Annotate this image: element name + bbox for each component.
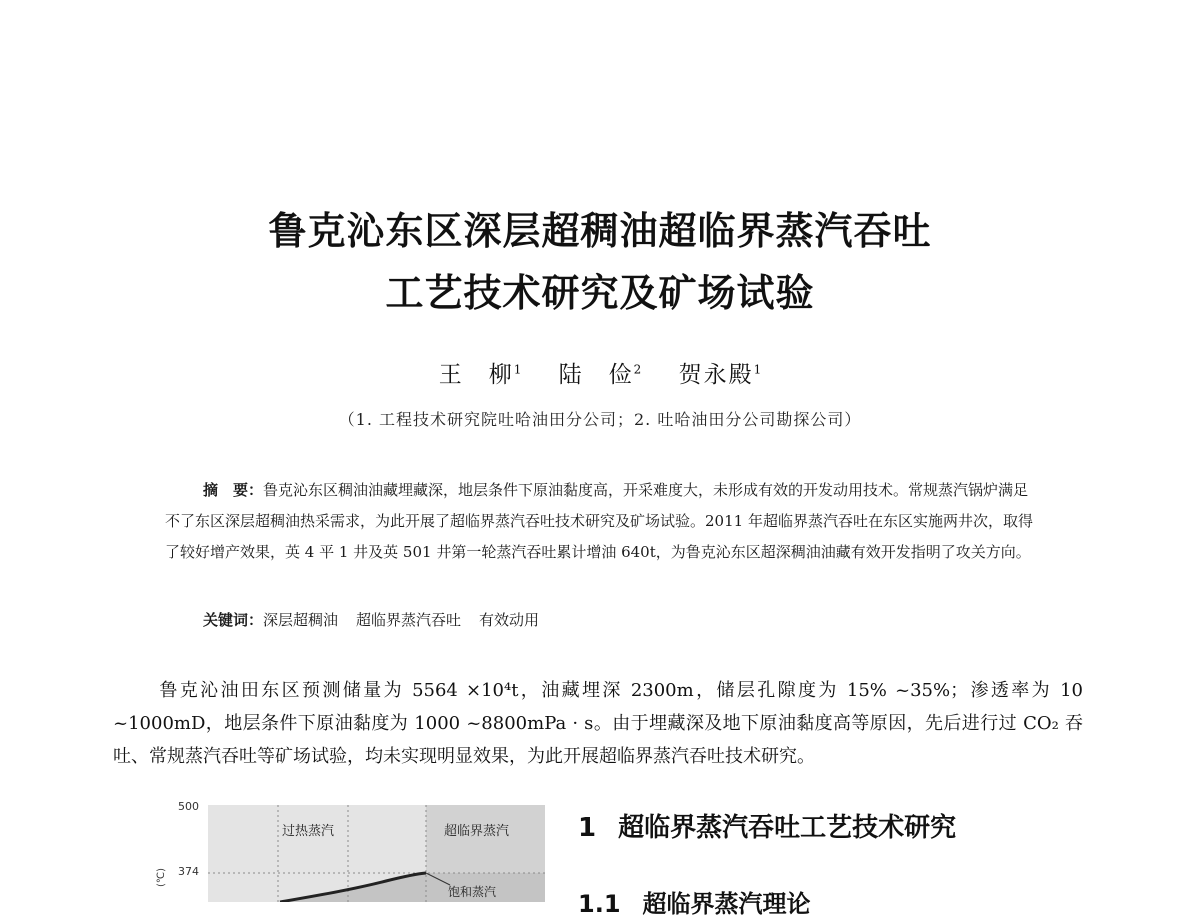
paper-title-line-2: 工艺技术研究及矿场试验 [385,271,815,315]
section-number: 1 [578,813,597,843]
abstract-text: 鲁克沁东区稠油油藏埋藏深，地层条件下原油黏度高，开采难度大，未形成有效的开发动用技术。常规蒸汽锅炉满足不了东区深层超稠油热采需求，为此开展了超临界蒸汽吞吐技术研究及矿场试验。2011 年超临界蒸汽吞吐在东区实施两井次，取得了较好增产效果，英 4 平 1 井及英 501 井第一轮蒸汽吞吐累计增油 640t，为鲁克沁东区超深稠油油藏有效开发指明了攻关方向。 [165,481,1033,561]
supercritical-region [426,805,545,873]
abstract [165,475,1035,568]
keyword: 有效动用 [479,611,540,629]
y-axis-unit: (℃) [156,867,167,887]
section-title: 超临界蒸汽吞吐工艺技术研究 [618,813,957,843]
keyword: 超临界蒸汽吞吐 [356,611,462,629]
keywords [165,605,1035,636]
y-tick-label: 374 [178,865,199,878]
subsection-title: 超临界蒸汽理论 [642,890,811,918]
author [559,356,642,389]
author-name: 贺永殿 [678,362,754,388]
phase-diagram [150,793,545,902]
affiliation: （1. 工程技术研究院吐哈油田分公司；2. 吐哈油田分公司勘探公司） [338,410,862,429]
body-paragraph-text: 鲁克沁油田东区预测储量为 5564 ×10⁴t，油藏埋深 2300m，储层孔隙度为 15% ~35%；渗透率为 10 ~1000mD，地层条件下原油黏度为 1000 ~8800mPa · s。由于埋藏深及地下原油黏度高等原因，先后进行过 CO₂ 吞吐、常规蒸汽吞吐等矿场试验，均未实现明显效果，为此开展超临界蒸汽吞吐技术研究。 [113,680,1083,767]
subsection-number: 1.1 [578,890,621,918]
saturated-steam-label: 饱和蒸汽 [448,885,497,899]
author [679,356,762,389]
paper-title-line-1: 鲁克沁东区深层超稠油超临界蒸汽吞吐 [268,209,932,253]
author-affiliation-mark: 1 [513,362,522,377]
author-affiliation-mark: 1 [753,362,762,377]
author-name: 陆 俭 [558,362,634,388]
author-name: 王 柳 [438,362,514,388]
author-affiliation-mark: 2 [633,362,642,377]
abstract-label: 摘 要： [203,481,264,499]
section-heading [578,807,956,844]
superheated-steam-label: 过热蒸汽 [282,824,335,839]
y-tick-label: 500 [178,800,199,813]
phase-diagram-figure [150,793,545,902]
supercritical-steam-label: 超临界蒸汽 [444,824,510,839]
keywords-label: 关键词： [203,611,264,629]
author-list [0,356,1200,389]
body-paragraph [113,674,1083,773]
keyword: 深层超稠油 [263,611,339,629]
author [439,356,522,389]
